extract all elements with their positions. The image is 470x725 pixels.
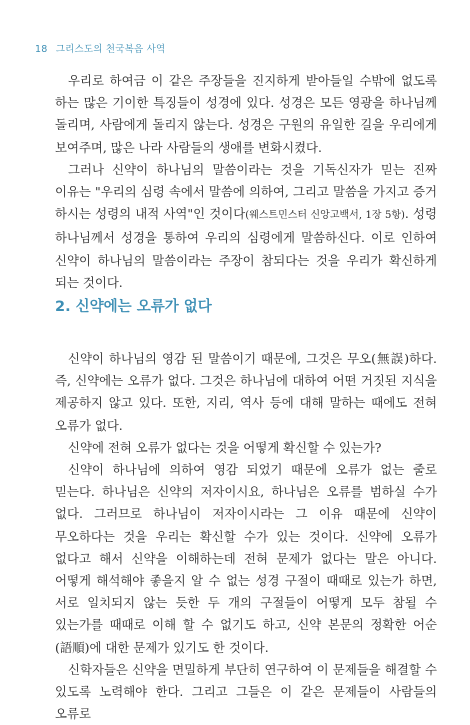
paragraph: 신학자들은 신약을 면밀하게 부단히 연구하여 이 문제들을 해결할 수 있도록 노력해야 한다. 그리고 그들은 이 같은 문제들이 사람들의 오류로 [55,661,437,722]
book-title: 그리스도의 천국복음 사역 [55,44,166,55]
section-heading: 2. 신약에는 오류가 없다 [55,299,212,315]
page-number: 18 [35,44,48,55]
paragraph: 신약에 전혀 오류가 없다는 것을 어떻게 확신할 수 있는가? [68,439,382,455]
paragraph-text: 그러나 신약이 하나님의 말씀이라는 것을 기독신자가 믿는 진짜 이유는 "우리의 심령 속에서 말씀에 의하여, 그리고 말씀을 가지고 증거 하시는 성령의 내적 사역"인 것이다 [55,161,437,222]
paragraph [55,159,437,294]
paragraph: 신약이 하나님에 의하여 영감 되었기 때문에 오류가 없는 줄로 믿는다. 하나님은 신약의 저자이시요, 하나님은 오류를 범하실 수가 없다. 그러므로 하나님이 저자이시라는 그 이유 때문에 신약이 무오하다는 것을 우리는 확신할 수가 있는 것이다. 신약에 오류가 없다고 해서 신약을 이해하는데 전혀 문제가 없다는 말은 아니다. 어떻게 해석해야 좋을지 알 수 없는 성경 구절이 때때로 있는가 하면, 서로 일치되지 않는 듯한 두 개의 구절들이 어떻게 모두 참될 수 있는가를 때때로 이해 할 수 없기도 하고, 신약 본문의 정확한 어순(語順)에 대한 문제가 있기도 한 것이다. [55,462,437,655]
paragraph: 우리로 하여금 이 같은 주장들을 진지하게 받아들일 수밖에 없도록 하는 많은 기이한 특징들이 성경에 있다. 성경은 모든 영광을 하나님께 돌리며, 사람에게 돌리지 않는다. 성경은 구원의 유일한 길을 우리에게 보여주며, 많은 나라 사람들의 생애를 변화시켰다. [55,73,437,155]
paragraph: 신약이 하나님의 영감 된 말씀이기 때문에, 그것은 무오(無誤)하다. 즉, 신약에는 오류가 없다. 그것은 하나님에 대하여 어떤 거짓된 지식을 제공하지 않고 있다. 또한, 지리, 역사 등에 대해 말하는 때에도 전혀 오류가 없다. [55,351,437,433]
running-header [35,41,165,55]
section-1-body [55,70,437,294]
citation: (웨스트민스터 신앙고백서, 1장 5항) [245,210,405,222]
paragraph-text: . 성령 하나님께서 성경을 통하여 우리의 심령에게 말씀하신다. 이로 인하여 신약이 하나님의 말씀이라는 주장이 참되다는 것을 우리가 확신하게 되는 것이다. [55,206,437,290]
section-2-body [55,348,437,725]
